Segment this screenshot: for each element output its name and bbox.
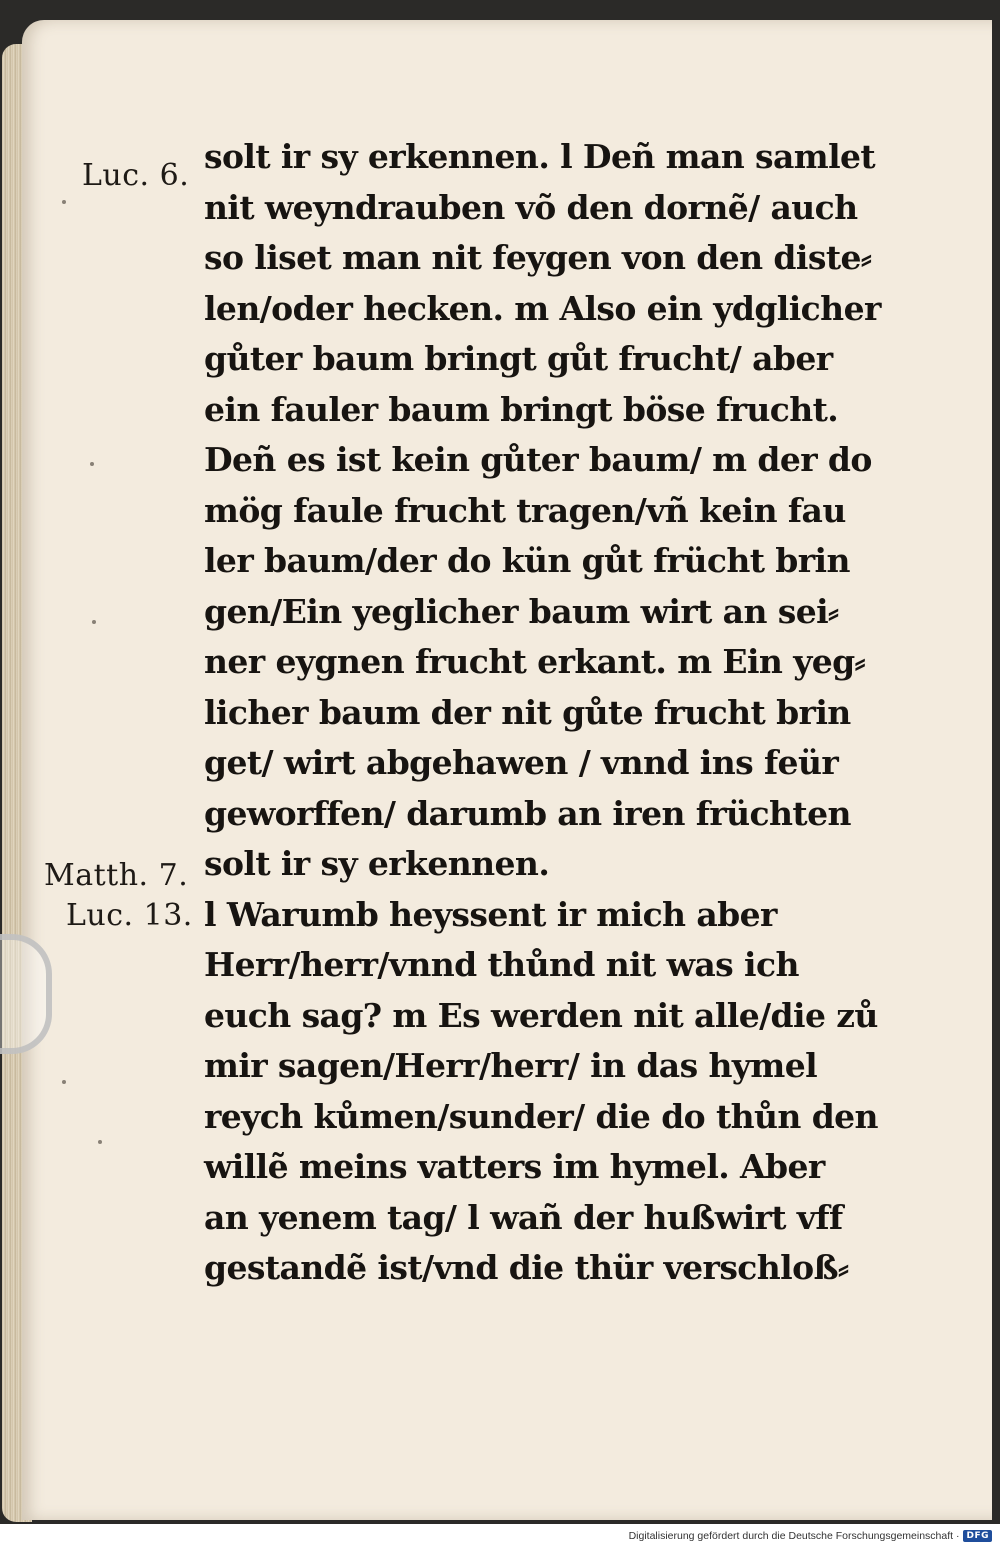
page-clip xyxy=(0,934,52,1054)
main-text-block xyxy=(204,132,904,1294)
ink-speck xyxy=(92,620,96,624)
text-line: solt ir sy erkennen. l Deñ man samlet xyxy=(204,137,876,176)
text-line: mir sagen/Herr/herr/ in das hymel xyxy=(204,1046,818,1085)
ink-speck xyxy=(90,462,94,466)
text-line: nit weyndrauben võ den dornẽ/ auch xyxy=(204,187,858,227)
text-line: len/oder hecken. m Also ein ydglicher xyxy=(204,288,881,328)
text-line: licher baum der nit gůte frucht brin xyxy=(204,692,851,732)
text-line: an yenem tag/ l wañ der hußwirt vff xyxy=(204,1197,843,1237)
marginal-reference: Luc. 6. xyxy=(82,158,190,193)
text-line: ner eygnen frucht erkant. m Ein yeg⸗ xyxy=(204,642,866,681)
text-line: gůter baum bringt gůt frucht/ aber xyxy=(204,339,833,378)
ink-speck xyxy=(62,1080,66,1084)
text-line: get/ wirt abgehawen / vnnd ins feür xyxy=(204,743,839,782)
funding-credit: Digitalisierung gefördert durch die Deutsche Forschungsgemeinschaft · xyxy=(628,1530,960,1542)
ink-speck xyxy=(98,1140,102,1144)
text-line: Deñ es ist kein gůter baum/ m der do xyxy=(204,440,872,479)
text-line: ler baum/der do kün gůt frücht brin xyxy=(204,541,850,580)
text-line: willẽ meins vatters im hymel. Aber xyxy=(204,1147,825,1186)
text-line: l Warumb heyssent ir mich aber xyxy=(204,894,777,934)
text-line: gestandẽ ist/vnd die thür verschloß⸗ xyxy=(204,1248,849,1287)
text-line: ein fauler baum bringt böse frucht. xyxy=(204,389,839,429)
dfg-logo: DFG xyxy=(963,1530,992,1542)
marginal-reference: Matth. 7. xyxy=(44,858,189,893)
text-line: reych kůmen/sunder/ die do thůn den xyxy=(204,1096,878,1136)
text-line: euch sag? m Es werden nit alle/die zů xyxy=(204,995,878,1035)
funding-footer xyxy=(629,1528,992,1544)
marginal-reference: Luc. 13. xyxy=(66,898,193,933)
text-line: so liset man nit feygen von den diste⸗ xyxy=(204,238,872,277)
ink-speck xyxy=(62,200,66,204)
text-line: gen/Ein yeglicher baum wirt an sei⸗ xyxy=(204,591,839,631)
text-line: Herr/herr/vnnd thůnd nit was ich xyxy=(204,945,799,984)
text-line: geworffen/ darumb an iren früchten xyxy=(204,793,851,833)
text-line: solt ir sy erkennen. xyxy=(204,844,550,883)
text-line: mög faule frucht tragen/vñ kein fau xyxy=(204,490,846,530)
